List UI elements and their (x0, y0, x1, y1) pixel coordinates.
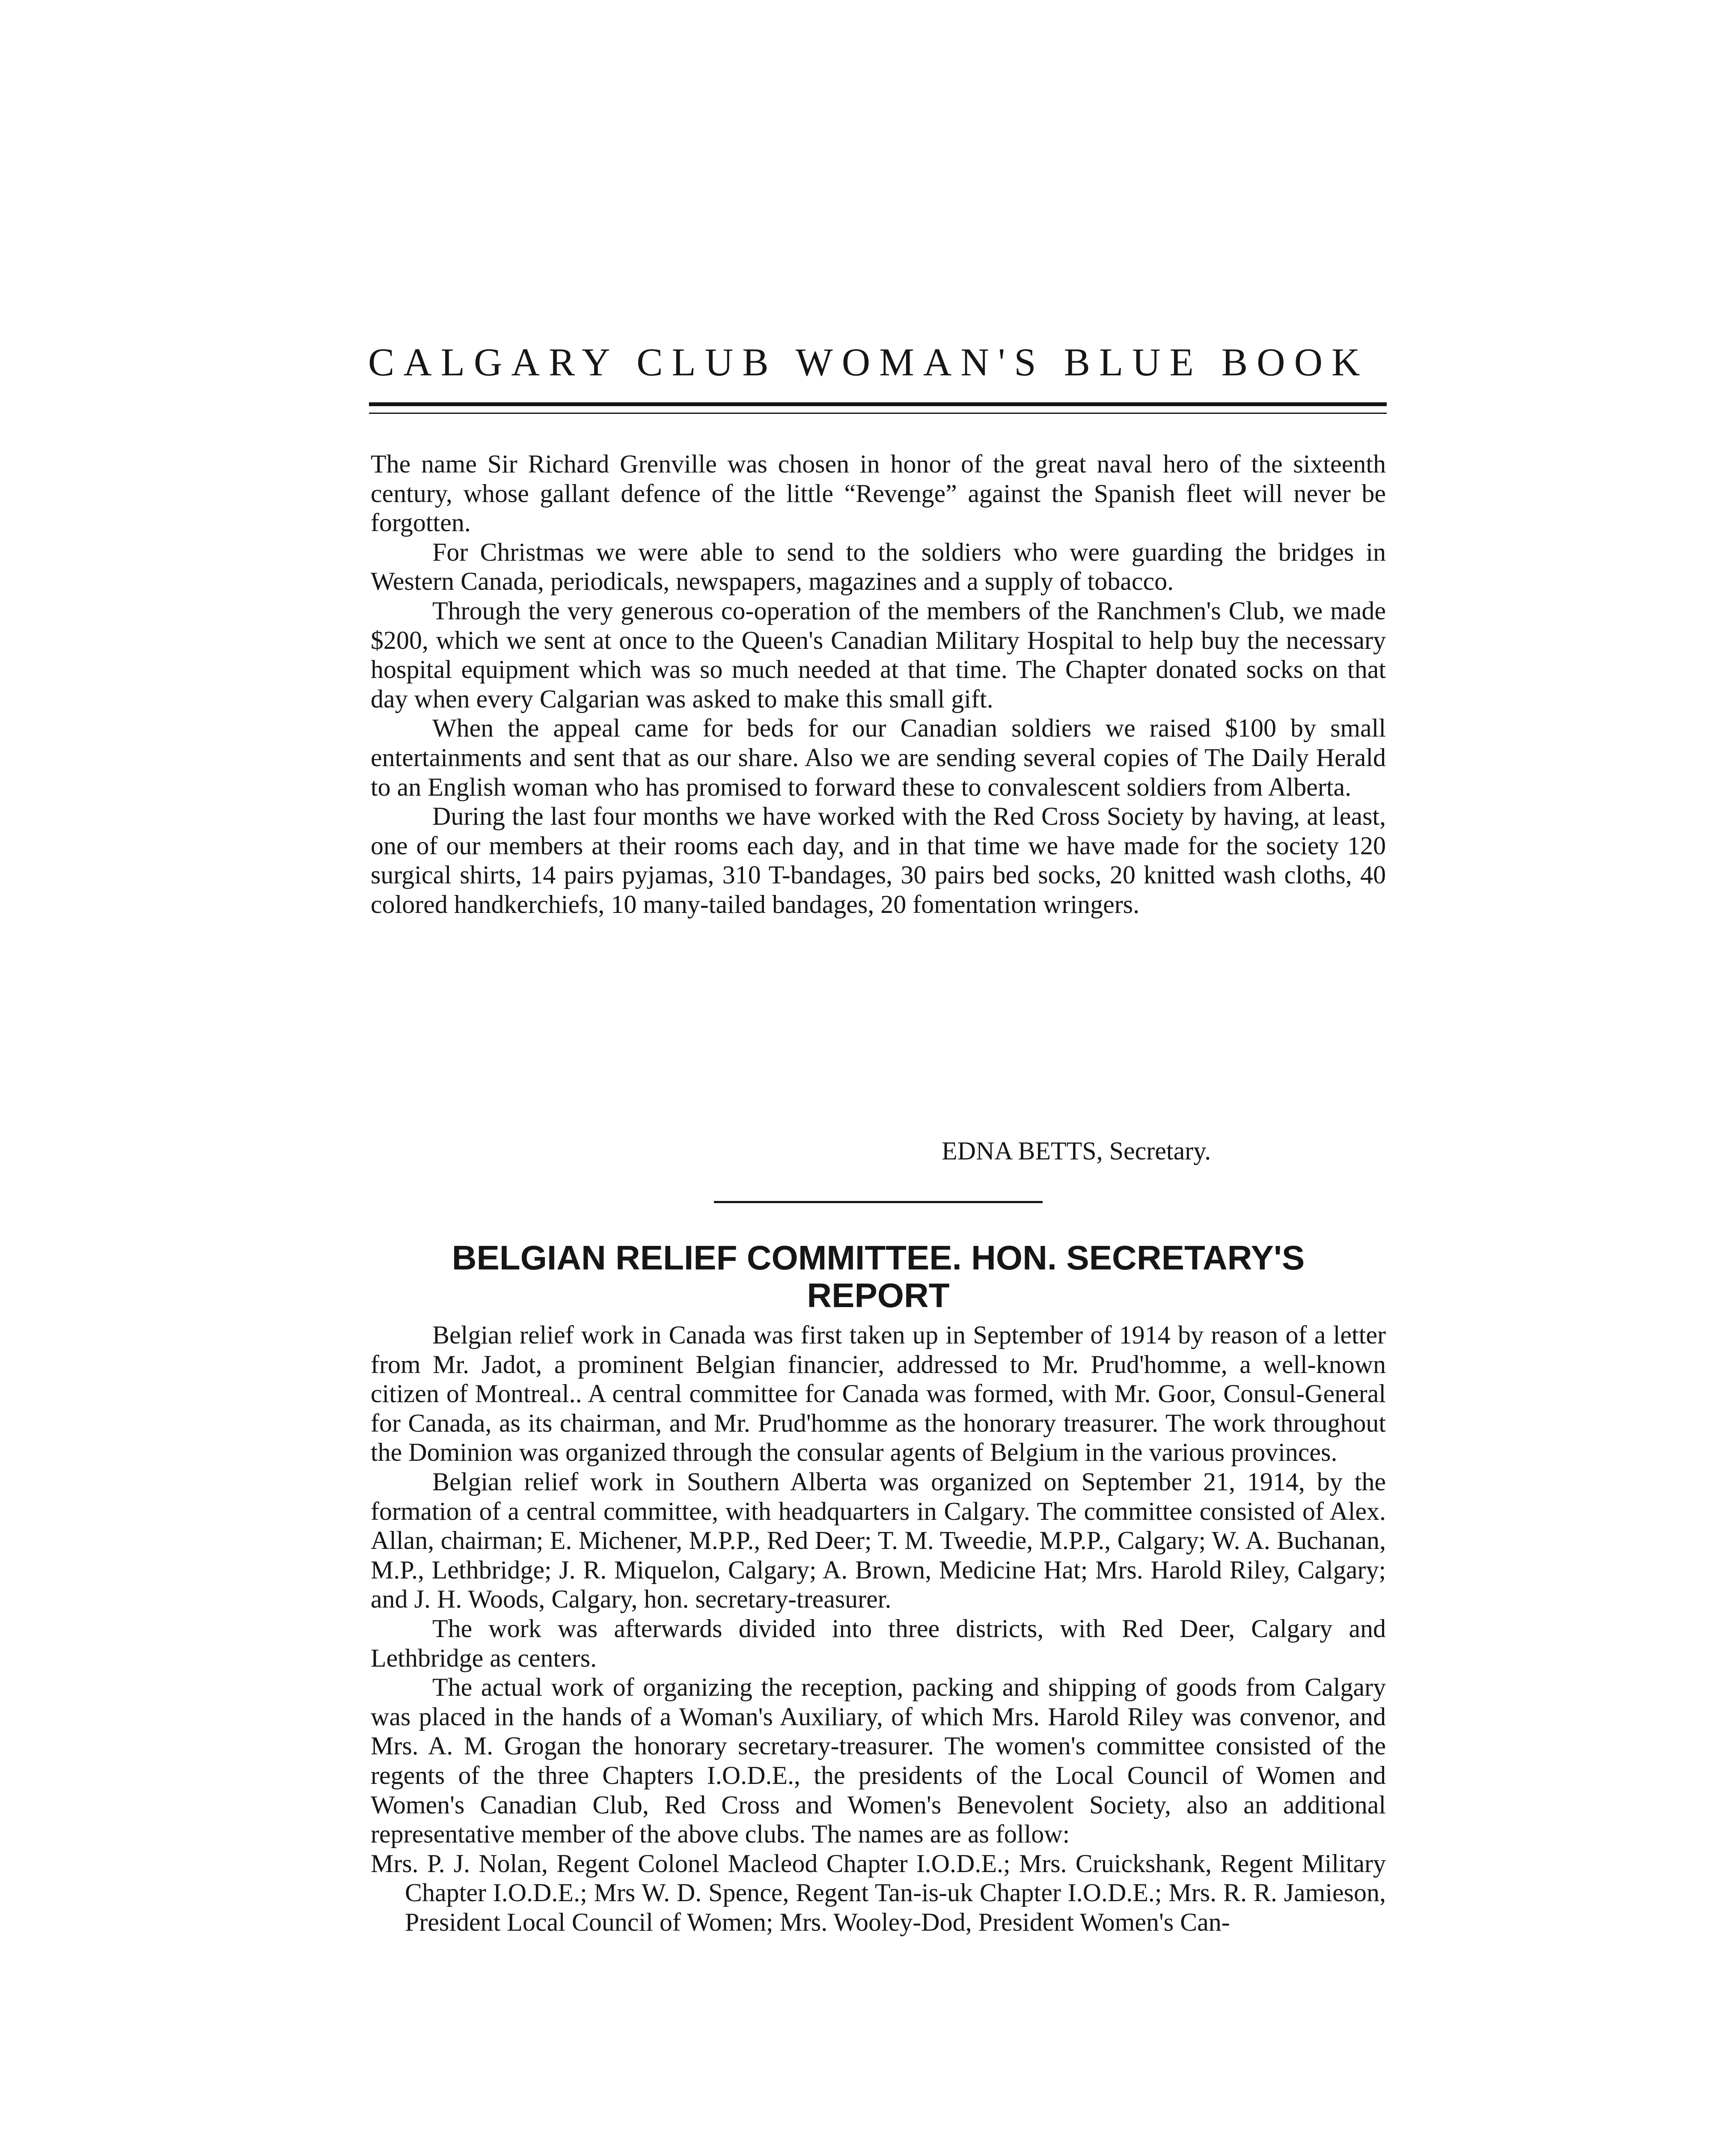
paragraph: Through the very generous co-operation of the members of the Ranchmen's Club, we made $200, which we sent at once to the Queen's Canadian Military Hospital to help buy the necessary hospital equipment which was so much needed at that time. The Chapter donated socks on that day when every Calgarian was asked to make this small gift. (371, 596, 1386, 713)
paragraph: The actual work of organizing the reception, packing and shipping of goods from Calgary was placed in the hands of a Woman's Auxiliary, of which Mrs. Harold Riley was convenor, and Mrs. A. M. Grogan the honorary secretary-treasurer. The women's committee consisted of the regents of the three Chapters I.O.D.E., the presidents of the Local Council of Women and Women's Canadian Club, Red Cross and Women's Benevolent Society, also an additional representative member of the above clubs. The names are as follow: (371, 1673, 1386, 1849)
paragraph: Mrs. P. J. Nolan, Regent Colonel Macleod Chapter I.O.D.E.; Mrs. Cruickshank, Regent Military Chapter I.O.D.E.; Mrs W. D. Spence, Regent Tan-is-uk Chapter I.O.D.E.; Mrs. R. R. Jamieson, President Local Council of Women; Mrs. Wooley-Dod, President Women's Can- (371, 1849, 1386, 1936)
paragraph: During the last four months we have worked with the Red Cross Society by having, at least, one of our members at their rooms each day, and in that time we have made for the society 120 surgical shirts, 14 pairs pyjamas, 310 T-bandages, 30 pairs bed socks, 20 knitted wash cloths, 40 colored handkerchiefs, 10 many-tailed bandages, 20 fomentation wringers. (371, 802, 1386, 918)
signature: EDNA BETTS, Secretary. (942, 1137, 1211, 1165)
header-rule-thick (369, 402, 1387, 406)
paragraph: The name Sir Richard Grenville was chosen in honor of the great naval hero of the sixteenth century, whose gallant defence of the little “Revenge” against the Spanish fleet will never be forgotten. (371, 450, 1386, 537)
heading-line: REPORT (807, 1276, 950, 1314)
paragraph: Belgian relief work in Canada was first taken up in September of 1914 by reason of a letter from Mr. Jadot, a prominent Belgian financier, addressed to Mr. Prud'homme, a well-known citizen of Montreal.. A central committee for Canada was formed, with Mr. Goor, Consul-General for Canada, as its chairman, and Mr. Prud'homme as the honorary treasurer. The work throughout the Dominion was organized through the consular agents of Belgium in the various provinces. (371, 1321, 1386, 1467)
section-separator (714, 1201, 1043, 1203)
section-heading (371, 1239, 1386, 1314)
belgian-relief-report-text (371, 1320, 1386, 1937)
paragraph: For Christmas we were able to send to the soldiers who were guarding the bridges in Western Canada, periodicals, newspapers, magazines and a supply of tobacco. (371, 538, 1386, 596)
chapter-report-text (371, 449, 1386, 919)
paragraph: The work was afterwards divided into three districts, with Red Deer, Calgary and Lethbridge as centers. (371, 1614, 1386, 1672)
heading-line: BELGIAN RELIEF COMMITTEE. HON. SECRETARY'S (452, 1239, 1305, 1277)
header-rule-thin (369, 413, 1387, 414)
paragraph: Belgian relief work in Southern Alberta was organized on September 21, 1914, by the formation of a central committee, with headquarters in Calgary. The committee consisted of Alex. Allan, chairman; E. Michener, M.P.P., Red Deer; T. M. Tweedie, M.P.P., Calgary; W. A. Buchanan, M.P., Lethbridge; J. R. Miquelon, Calgary; A. Brown, Medicine Hat; Mrs. Harold Riley, Calgary; and J. H. Woods, Calgary, hon. secretary-treasurer. (371, 1467, 1386, 1614)
running-title: CALGARY CLUB WOMAN'S BLUE BOOK (368, 340, 1369, 384)
paragraph: When the appeal came for beds for our Canadian soldiers we raised $100 by small entertainments and sent that as our share. Also we are sending several copies of The Daily Herald to an English woman who has promised to forward these to convalescent soldiers from Alberta. (371, 714, 1386, 801)
